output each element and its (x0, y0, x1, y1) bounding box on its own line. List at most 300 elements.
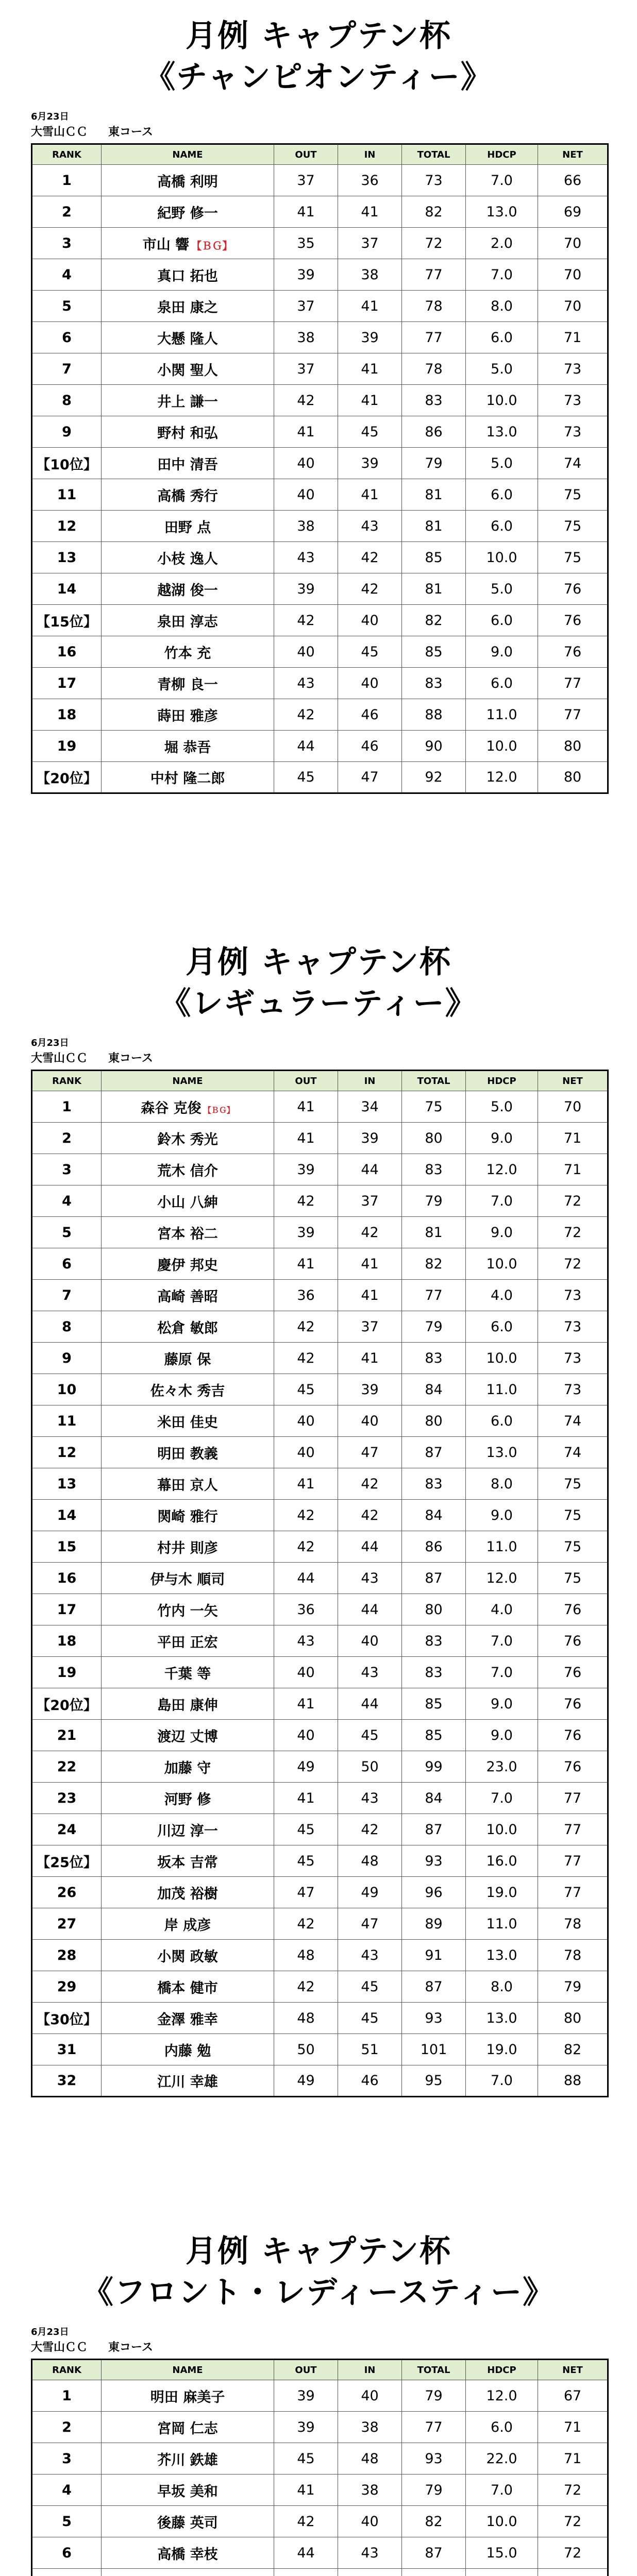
col-total-header: TOTAL (402, 144, 466, 165)
player-name: 田野 点 (164, 519, 211, 536)
player-name: 岸 成彦 (164, 1917, 211, 1934)
out-cell: 41 (274, 416, 338, 448)
net-cell: 71 (538, 2412, 608, 2443)
net-cell: 73 (538, 416, 608, 448)
table-row (32, 1720, 608, 1751)
net-cell (538, 2569, 608, 2576)
rank-cell: 10 (32, 1374, 102, 1405)
in-cell: 48 (338, 2443, 402, 2475)
total-cell: 85 (402, 542, 466, 573)
in-cell: 46 (338, 699, 402, 731)
col-hdcp-header: HDCP (466, 1071, 538, 1091)
table-row (32, 228, 608, 259)
rank-cell: 11 (32, 1405, 102, 1437)
player-name: 井上 謙一 (157, 394, 218, 410)
event-meta (31, 2325, 153, 2355)
player-name: 竹本 充 (164, 645, 211, 662)
total-cell: 77 (402, 322, 466, 353)
name-cell (102, 511, 274, 542)
total-cell: 88 (402, 699, 466, 731)
net-cell: 76 (538, 1657, 608, 1688)
in-cell: 47 (338, 762, 402, 793)
rank-cell: 18 (32, 699, 102, 731)
rank-cell: 21 (32, 1720, 102, 1751)
total-cell: 82 (402, 196, 466, 228)
rank-cell: 16 (32, 636, 102, 668)
player-name: 高橋 秀行 (157, 488, 218, 504)
in-cell: 49 (338, 1877, 402, 1908)
section-champion (0, 15, 637, 787)
total-cell: 85 (402, 1688, 466, 1720)
out-cell: 41 (274, 1688, 338, 1720)
player-name: 小関 聖人 (157, 362, 218, 379)
out-cell: 39 (274, 1154, 338, 1185)
hdcp-cell: 11.0 (466, 1374, 538, 1405)
player-name: 野村 和弘 (157, 425, 218, 442)
hdcp-cell: 10.0 (466, 731, 538, 762)
col-net-header: NET (538, 1071, 608, 1091)
in-cell: 39 (338, 1123, 402, 1154)
rank-cell: 【20位】 (32, 1688, 102, 1720)
rank-cell: 7 (32, 353, 102, 385)
table-row (32, 1468, 608, 1500)
in-cell: 42 (338, 1468, 402, 1500)
hdcp-cell: 13.0 (466, 2003, 538, 2034)
table-row (32, 2034, 608, 2065)
title-line1: 月例 キャプテン杯 (186, 944, 451, 980)
rank-cell: 5 (32, 2506, 102, 2537)
col-total-header: TOTAL (402, 1071, 466, 1091)
table-row (32, 668, 608, 699)
player-name: 渡辺 丈博 (157, 1728, 218, 1745)
total-cell: 80 (402, 1405, 466, 1437)
rank-cell: 【15位】 (32, 605, 102, 636)
total-cell: 83 (402, 1657, 466, 1688)
table-row (32, 479, 608, 511)
net-cell: 75 (538, 542, 608, 573)
table-row (32, 2569, 608, 2576)
in-cell: 51 (338, 2034, 402, 2065)
hdcp-cell: 8.0 (466, 1468, 538, 1500)
in-cell: 44 (338, 1594, 402, 1625)
player-name: 千葉 等 (164, 1666, 211, 1682)
name-cell (102, 385, 274, 416)
table-row (32, 196, 608, 228)
total-cell: 84 (402, 1374, 466, 1405)
hdcp-cell: 5.0 (466, 1091, 538, 1123)
in-cell: 43 (338, 1783, 402, 1814)
table-row (32, 1908, 608, 1940)
out-cell: 41 (274, 196, 338, 228)
name-cell (102, 1845, 274, 1877)
rank-cell: 11 (32, 479, 102, 511)
total-cell: 99 (402, 1751, 466, 1783)
net-cell: 76 (538, 605, 608, 636)
hdcp-cell: 13.0 (466, 196, 538, 228)
col-in-header: IN (338, 144, 402, 165)
out-cell: 42 (274, 385, 338, 416)
in-cell: 42 (338, 1217, 402, 1248)
in-cell: 42 (338, 1500, 402, 1531)
bg-badge: 【ＢＧ】 (191, 239, 233, 252)
in-cell: 41 (338, 1248, 402, 1280)
total-cell: 85 (402, 636, 466, 668)
in-cell: 40 (338, 668, 402, 699)
table-row (32, 1500, 608, 1531)
table-row (32, 1845, 608, 1877)
out-cell: 38 (274, 322, 338, 353)
name-cell (102, 636, 274, 668)
player-name: 明田 教義 (157, 1446, 218, 1462)
total-cell: 83 (402, 1154, 466, 1185)
table-row (32, 1625, 608, 1657)
total-cell: 84 (402, 1783, 466, 1814)
col-out-header: OUT (274, 2360, 338, 2380)
net-cell: 73 (538, 385, 608, 416)
name-cell (102, 2443, 274, 2475)
out-cell: 45 (274, 1814, 338, 1845)
table-row (32, 699, 608, 731)
hdcp-cell: 6.0 (466, 605, 538, 636)
player-name: 島田 康伸 (157, 1697, 218, 1714)
total-cell: 83 (402, 385, 466, 416)
net-cell: 72 (538, 1248, 608, 1280)
rank-cell: 26 (32, 1877, 102, 1908)
net-cell: 79 (538, 1971, 608, 2003)
player-name: 幕田 京人 (157, 1477, 218, 1494)
total-cell: 75 (402, 1091, 466, 1123)
name-cell (102, 605, 274, 636)
total-cell: 89 (402, 1908, 466, 1940)
in-cell: 45 (338, 636, 402, 668)
hdcp-cell: 11.0 (466, 1531, 538, 1563)
hdcp-cell: 10.0 (466, 1814, 538, 1845)
name-cell (102, 479, 274, 511)
course-name: 東コース (108, 126, 153, 139)
title-line2: 《レギュラーティー》 (160, 986, 477, 1022)
player-name: 高橋 幸枝 (157, 2546, 218, 2563)
rank-cell: 5 (32, 291, 102, 322)
club-name: 大雪山ＣＣ (31, 2341, 88, 2354)
hdcp-cell (466, 2569, 538, 2576)
table-row (32, 165, 608, 196)
rank-cell: 2 (32, 196, 102, 228)
hdcp-cell: 13.0 (466, 1437, 538, 1468)
section-title (0, 15, 637, 98)
table-row (32, 448, 608, 479)
total-cell: 86 (402, 416, 466, 448)
table-row (32, 259, 608, 291)
net-cell: 70 (538, 291, 608, 322)
out-cell: 49 (274, 2065, 338, 2097)
name-cell (102, 2034, 274, 2065)
total-cell: 77 (402, 2412, 466, 2443)
hdcp-cell: 9.0 (466, 636, 538, 668)
player-name: 内藤 勉 (164, 2043, 211, 2059)
in-cell: 39 (338, 448, 402, 479)
title-line2: 《フロント・レディースティー》 (82, 2275, 555, 2311)
in-cell: 45 (338, 1971, 402, 2003)
net-cell: 71 (538, 322, 608, 353)
rank-cell: 27 (32, 1908, 102, 1940)
out-cell: 43 (274, 542, 338, 573)
section-title (0, 2231, 637, 2313)
rank-cell: 3 (32, 1154, 102, 1185)
hdcp-cell: 4.0 (466, 1594, 538, 1625)
rank-cell: 13 (32, 542, 102, 573)
name-cell (102, 1500, 274, 1531)
player-name: 江川 幸雄 (157, 2074, 218, 2090)
table-row (32, 385, 608, 416)
name-cell (102, 1280, 274, 1311)
out-cell: 41 (274, 1468, 338, 1500)
rank-cell: 18 (32, 1625, 102, 1657)
event-meta (31, 1036, 153, 1066)
out-cell: 47 (274, 1877, 338, 1908)
out-cell: 45 (274, 762, 338, 793)
total-cell: 96 (402, 1877, 466, 1908)
table-row (32, 2475, 608, 2506)
name-cell (102, 731, 274, 762)
hdcp-cell: 7.0 (466, 165, 538, 196)
name-cell (102, 2380, 274, 2412)
rank-cell: 4 (32, 1185, 102, 1217)
hdcp-cell: 19.0 (466, 2034, 538, 2065)
name-cell (102, 573, 274, 605)
net-cell: 72 (538, 2537, 608, 2569)
hdcp-cell: 5.0 (466, 448, 538, 479)
table-row (32, 2506, 608, 2537)
player-name: 平田 正宏 (157, 1634, 218, 1651)
table-row (32, 1688, 608, 1720)
rank-cell: 12 (32, 1437, 102, 1468)
table-row (32, 1940, 608, 1971)
header-row (32, 1071, 608, 1091)
table-row (32, 542, 608, 573)
hdcp-cell: 2.0 (466, 228, 538, 259)
hdcp-cell: 7.0 (466, 1783, 538, 1814)
player-name: 小山 八紳 (157, 1194, 218, 1211)
hdcp-cell: 13.0 (466, 416, 538, 448)
player-name: 村井 則彦 (157, 1540, 218, 1556)
rank-cell: 3 (32, 228, 102, 259)
name-cell (102, 542, 274, 573)
out-cell: 41 (274, 1783, 338, 1814)
table-row (32, 1091, 608, 1123)
player-name: 森谷 克俊 (141, 1100, 202, 1116)
player-name: 高崎 善昭 (157, 1289, 218, 1305)
title-line2: 《チャンピオンティー》 (144, 59, 493, 95)
name-cell (102, 2003, 274, 2034)
rank-cell: 9 (32, 1343, 102, 1374)
in-cell: 37 (338, 228, 402, 259)
col-total-header: TOTAL (402, 2360, 466, 2380)
player-name: 加茂 裕樹 (157, 1886, 218, 1902)
hdcp-cell: 12.0 (466, 1154, 538, 1185)
in-cell: 48 (338, 1845, 402, 1877)
out-cell: 42 (274, 699, 338, 731)
name-cell (102, 353, 274, 385)
name-cell (102, 2537, 274, 2569)
rank-cell: 1 (32, 1091, 102, 1123)
total-cell: 86 (402, 1531, 466, 1563)
hdcp-cell: 6.0 (466, 1311, 538, 1343)
out-cell: 39 (274, 259, 338, 291)
total-cell: 81 (402, 511, 466, 542)
total-cell: 81 (402, 1217, 466, 1248)
out-cell: 40 (274, 448, 338, 479)
out-cell: 40 (274, 636, 338, 668)
player-name: 宮岡 仁志 (157, 2420, 218, 2437)
name-cell (102, 1405, 274, 1437)
rank-cell: 17 (32, 1594, 102, 1625)
total-cell: 79 (402, 2475, 466, 2506)
results-table (31, 1070, 609, 2097)
hdcp-cell: 7.0 (466, 2065, 538, 2097)
hdcp-cell: 8.0 (466, 1971, 538, 2003)
rank-cell: 8 (32, 1311, 102, 1343)
in-cell: 50 (338, 1751, 402, 1783)
net-cell: 69 (538, 196, 608, 228)
in-cell: 41 (338, 353, 402, 385)
total-cell: 78 (402, 291, 466, 322)
rank-cell: 【20位】 (32, 762, 102, 793)
name-cell (102, 2506, 274, 2537)
in-cell: 42 (338, 573, 402, 605)
total-cell: 101 (402, 2034, 466, 2065)
name-cell (102, 1751, 274, 1783)
name-cell (102, 1185, 274, 1217)
hdcp-cell: 10.0 (466, 2506, 538, 2537)
name-cell (102, 2569, 274, 2576)
net-cell: 76 (538, 1720, 608, 1751)
table-row (32, 1657, 608, 1688)
net-cell: 75 (538, 511, 608, 542)
net-cell: 73 (538, 1311, 608, 1343)
in-cell: 40 (338, 1405, 402, 1437)
total-cell: 93 (402, 2003, 466, 2034)
player-name: 越湖 俊一 (157, 582, 218, 599)
total-cell: 87 (402, 2537, 466, 2569)
hdcp-cell: 16.0 (466, 1845, 538, 1877)
title-line1: 月例 キャプテン杯 (186, 18, 451, 54)
rank-cell: 1 (32, 165, 102, 196)
rank-cell: 22 (32, 1751, 102, 1783)
out-cell: 45 (274, 2443, 338, 2475)
total-cell: 77 (402, 259, 466, 291)
player-name: 佐々木 秀吉 (150, 1383, 225, 1399)
name-cell (102, 1091, 274, 1123)
in-cell: 40 (338, 2380, 402, 2412)
col-in-header: IN (338, 2360, 402, 2380)
table-row (32, 2443, 608, 2475)
total-cell: 91 (402, 1940, 466, 1971)
total-cell: 84 (402, 1500, 466, 1531)
in-cell: 39 (338, 1374, 402, 1405)
header-row (32, 144, 608, 165)
player-name: 米田 佳史 (157, 1414, 218, 1431)
name-cell (102, 1563, 274, 1594)
table-row (32, 291, 608, 322)
rank-cell: 14 (32, 573, 102, 605)
in-cell: 43 (338, 1657, 402, 1688)
total-cell: 85 (402, 1720, 466, 1751)
net-cell: 76 (538, 636, 608, 668)
player-name: 橋本 健市 (157, 1980, 218, 1996)
total-cell: 72 (402, 228, 466, 259)
total-cell: 77 (402, 1280, 466, 1311)
in-cell: 34 (338, 1091, 402, 1123)
table-row (32, 1877, 608, 1908)
table-row (32, 2412, 608, 2443)
title-line1: 月例 キャプテン杯 (186, 2233, 451, 2269)
rank-cell: 【30位】 (32, 2003, 102, 2034)
total-cell: 87 (402, 1563, 466, 1594)
name-cell (102, 1437, 274, 1468)
hdcp-cell: 11.0 (466, 1908, 538, 1940)
hdcp-cell: 10.0 (466, 385, 538, 416)
net-cell: 74 (538, 1405, 608, 1437)
player-name: 河野 修 (164, 1791, 211, 1808)
in-cell: 44 (338, 1154, 402, 1185)
table-row (32, 2003, 608, 2034)
rank-cell: 16 (32, 1563, 102, 1594)
out-cell: 41 (274, 1091, 338, 1123)
name-cell (102, 699, 274, 731)
total-cell: 81 (402, 479, 466, 511)
out-cell: 48 (274, 1940, 338, 1971)
total-cell: 87 (402, 1971, 466, 2003)
hdcp-cell: 12.0 (466, 1563, 538, 1594)
out-cell: 39 (274, 573, 338, 605)
total-cell: 87 (402, 1814, 466, 1845)
name-cell (102, 196, 274, 228)
total-cell: 83 (402, 1468, 466, 1500)
player-name: 紀野 修一 (157, 205, 218, 222)
results-table (31, 2359, 609, 2576)
total-cell: 83 (402, 1625, 466, 1657)
out-cell: 40 (274, 1405, 338, 1437)
in-cell: 43 (338, 1563, 402, 1594)
in-cell: 40 (338, 2506, 402, 2537)
out-cell: 39 (274, 1217, 338, 1248)
rank-cell (32, 2569, 102, 2576)
net-cell: 75 (538, 1531, 608, 1563)
player-name: 松倉 敏郎 (157, 1320, 218, 1336)
name-cell (102, 1594, 274, 1625)
player-name: 蒔田 雅彦 (157, 708, 218, 724)
table-row (32, 1280, 608, 1311)
player-name: 小関 政敏 (157, 1948, 218, 1965)
rank-cell: 24 (32, 1814, 102, 1845)
name-cell (102, 1248, 274, 1280)
net-cell: 80 (538, 2003, 608, 2034)
rank-cell: 7 (32, 1280, 102, 1311)
net-cell: 72 (538, 2506, 608, 2537)
name-cell (102, 259, 274, 291)
table-row (32, 2065, 608, 2097)
total-cell: 79 (402, 1185, 466, 1217)
col-out-header: OUT (274, 1071, 338, 1091)
player-name: 金澤 雅幸 (157, 2011, 218, 2028)
player-name: 芥川 鉄雄 (157, 2452, 218, 2468)
in-cell: 41 (338, 385, 402, 416)
player-name: 後藤 英司 (157, 2515, 218, 2531)
net-cell: 73 (538, 1280, 608, 1311)
club-name: 大雪山ＣＣ (31, 1052, 88, 1065)
name-cell (102, 448, 274, 479)
in-cell: 44 (338, 1531, 402, 1563)
